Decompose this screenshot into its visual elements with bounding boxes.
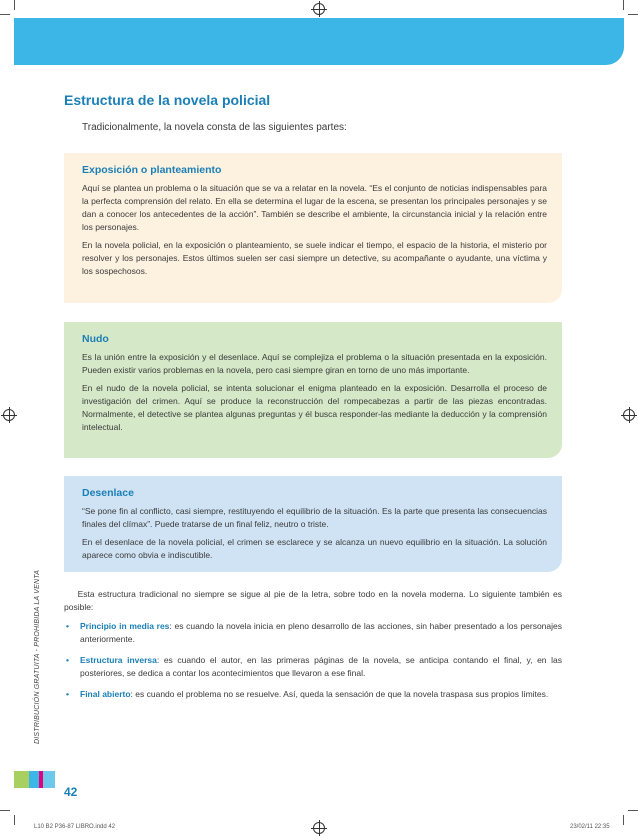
crop-mark xyxy=(628,810,638,811)
crop-mark xyxy=(628,14,638,15)
registration-mark-icon xyxy=(313,3,325,15)
list-item-text: : es cuando el autor, en las primeras páginas de la novela, se anticipa contando el final, y, en las posteriores, se dedica a contar los acontecimientos que llevaron a ese final. xyxy=(80,655,562,678)
body-text-content: Esta estructura tradicional no siempre se sigue al pie de la letra, sobre todo en la novela moderna. Lo siguiente también es posible: xyxy=(64,589,563,612)
footer-bar-green xyxy=(14,771,29,788)
bullet-icon: • xyxy=(66,689,69,699)
section-heading: Nudo xyxy=(82,333,109,345)
list-item-term: Principio in media res xyxy=(80,621,170,631)
body-text xyxy=(64,588,562,614)
list-item-term: Final abierto xyxy=(80,689,131,699)
bullet-icon: • xyxy=(66,621,69,631)
section-heading: Exposición o planteamiento xyxy=(82,164,222,176)
registration-mark-icon xyxy=(623,409,635,421)
section-desenlace xyxy=(64,476,562,572)
footer-bar-lightblue xyxy=(43,771,55,788)
section-paragraph: “Se pone fin al conflicto, casi siempre, restituyendo el equilibrio de la situación. Es la parte que presenta las consecuencias finales del clímax”. Puede tratarse de un final feliz, neutro o triste. xyxy=(82,506,547,529)
variants-list xyxy=(64,620,562,709)
crop-mark xyxy=(623,815,624,825)
intro-text: Tradicionalmente, la novela consta de las siguientes partes: xyxy=(82,122,347,133)
crop-mark xyxy=(0,14,10,15)
crop-mark xyxy=(14,0,15,10)
list-item xyxy=(64,688,562,701)
slug-file: L10 B2 P36-87 LIBRO.indd 42 xyxy=(34,824,116,830)
crop-mark xyxy=(14,815,15,825)
section-paragraph: En el desenlace de la novela policial, el crimen se esclarece y se alcanza un nuevo equilibrio en la situación. La solución aparece como obvia e indiscutible. xyxy=(82,537,547,560)
crop-mark xyxy=(0,810,10,811)
crop-mark xyxy=(623,0,624,10)
section-paragraph: Es la unión entre la exposición y el desenlace. Aquí se complejiza el problema o la situación presentada en la exposición. Pueden existir varios problemas en la novela, pero casi siempre giran en torno de uno más importante. xyxy=(82,352,547,375)
header-band xyxy=(14,18,624,65)
list-item-text: : es cuando el problema no se resuelve. Así, queda la sensación de que la novela traspasa sus propios límites. xyxy=(130,689,549,699)
page-title: Estructura de la novela policial xyxy=(64,92,271,108)
section-paragraph: En el nudo de la novela policial, se intenta solucionar el enigma planteado en la exposición. Desarrolla el proceso de investigación del crimen. Aquí se produce la reconstrucción del rompecabezas a partir de las piezas encontradas. Normalmente, el detective se plantea algunas preguntas y él busca responder-las mediante la deducción y la comprensión intelectual. xyxy=(82,383,547,432)
list-item-text: : es cuando la novela inicia en pleno desarrollo de las acciones, sin haber presentado a los personajes anteriormente. xyxy=(80,621,562,644)
registration-mark-icon xyxy=(313,822,325,834)
page-number: 42 xyxy=(64,785,78,799)
section-paragraph: Aquí se plantea un problema o la situación que se va a relatar en la novela. “Es el conjunto de noticias indispensables para la perfecta comprensión del relato. En ella se determina el lugar de la escena, se presentan los principales personajes y se dan a conocer los antecedentes de la acción”. También se describe el ambiente, la circunstancia inicial y la relación entre los personajes. xyxy=(82,183,547,232)
bullet-icon: • xyxy=(66,655,69,665)
footer-bar-blue xyxy=(29,771,39,788)
list-item-term: Estructura inversa xyxy=(80,655,157,665)
registration-mark-icon xyxy=(3,409,15,421)
section-exposicion xyxy=(64,153,562,303)
section-heading: Desenlace xyxy=(82,487,134,499)
section-paragraph: En la novela policial, en la exposición o planteamiento, se suele indicar el tiempo, el espacio de la historia, el misterio por resolver y los personajes. Estos últimos suelen ser casi siempre un detective, su acompañante o ayudante, una víctima y los sospechosos. xyxy=(82,240,547,276)
list-item xyxy=(64,654,562,680)
list-item xyxy=(64,620,562,646)
distribution-notice: DISTRIBUCIÓN GRATUITA - PROHIBIDA LA VENTA xyxy=(34,569,41,744)
section-nudo xyxy=(64,322,562,458)
slug-date: 23/02/11 22:35 xyxy=(570,824,610,830)
